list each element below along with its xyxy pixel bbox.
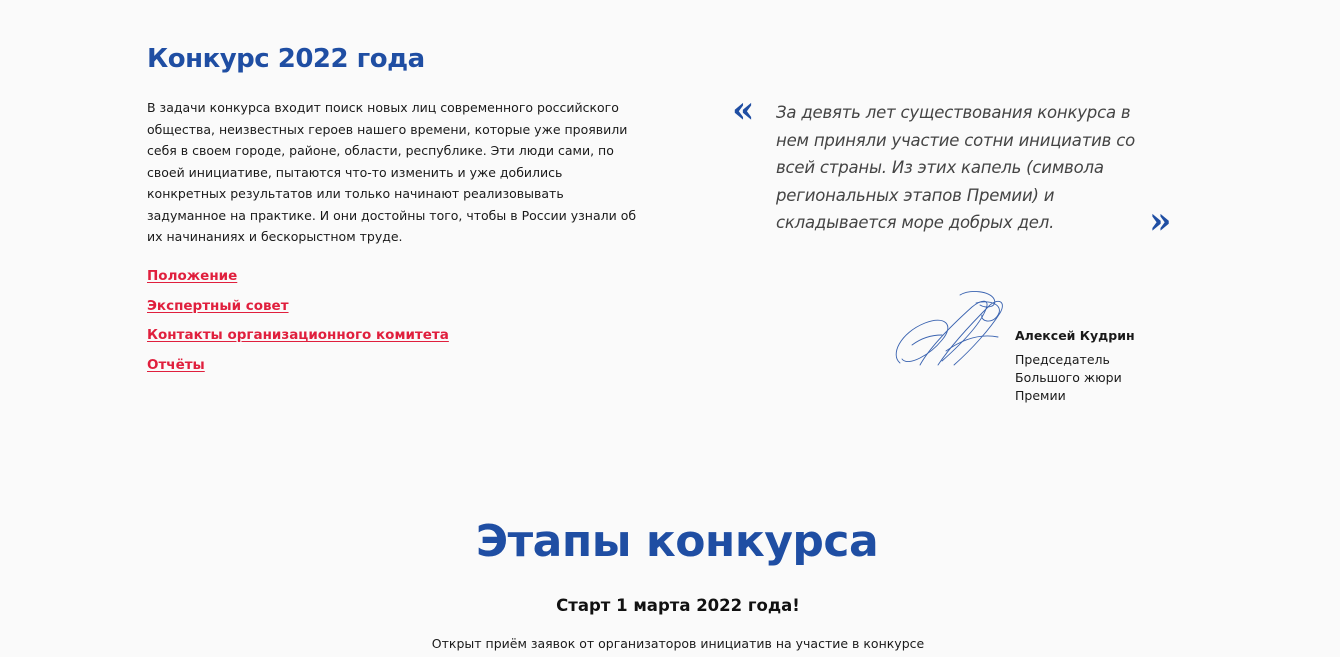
expert-council-link[interactable]: Экспертный совет [147, 297, 289, 314]
list-item [147, 356, 449, 386]
regulations-link[interactable]: Положение [147, 268, 238, 284]
quote-author-role: Председатель Большого жюри Премии [1015, 352, 1122, 403]
organizing-committee-contacts-link[interactable]: Контакты организационного комитета [147, 327, 449, 343]
stages-title: Этапы конкурса [475, 516, 879, 567]
signature-image [890, 285, 1010, 375]
reports-link[interactable]: Отчёты [147, 356, 205, 373]
stages-description: Открыт приём заявок от организаторов инициатив на участие в конкурсе [431, 636, 925, 651]
contest-description: В задачи конкурса входит поиск новых лиц современного российского общества, неизвестных героев нашего времени, которые уже проявили себя в своем городе, районе, области, республике. Эти люди сами, по своей инициативе, пытаются что-то изменить и уже добились конкретных результатов или только начинают реализовывать задуманное на практике. И они достойны того, чтобы в России узнали об их начинаниях и бескорыстном труде. [147, 100, 637, 244]
quote-text: За девять лет существования конкурса в нем приняли участие сотни инициатив со всей страны. Из этих капель (символа региональных этапов Премии) и складывается море добрых дел. [776, 103, 1135, 232]
contest-links [147, 267, 449, 385]
contest-title: Конкурс 2022 года [147, 44, 425, 74]
quote-author-name: Алексей Кудрин [1015, 328, 1135, 343]
list-item [147, 267, 449, 297]
quote-open-icon: « [732, 89, 755, 131]
list-item [147, 297, 449, 327]
list-item [147, 326, 449, 356]
quote-close-icon: » [1149, 200, 1172, 242]
stages-start-date: Старт 1 марта 2022 года! [556, 596, 800, 615]
